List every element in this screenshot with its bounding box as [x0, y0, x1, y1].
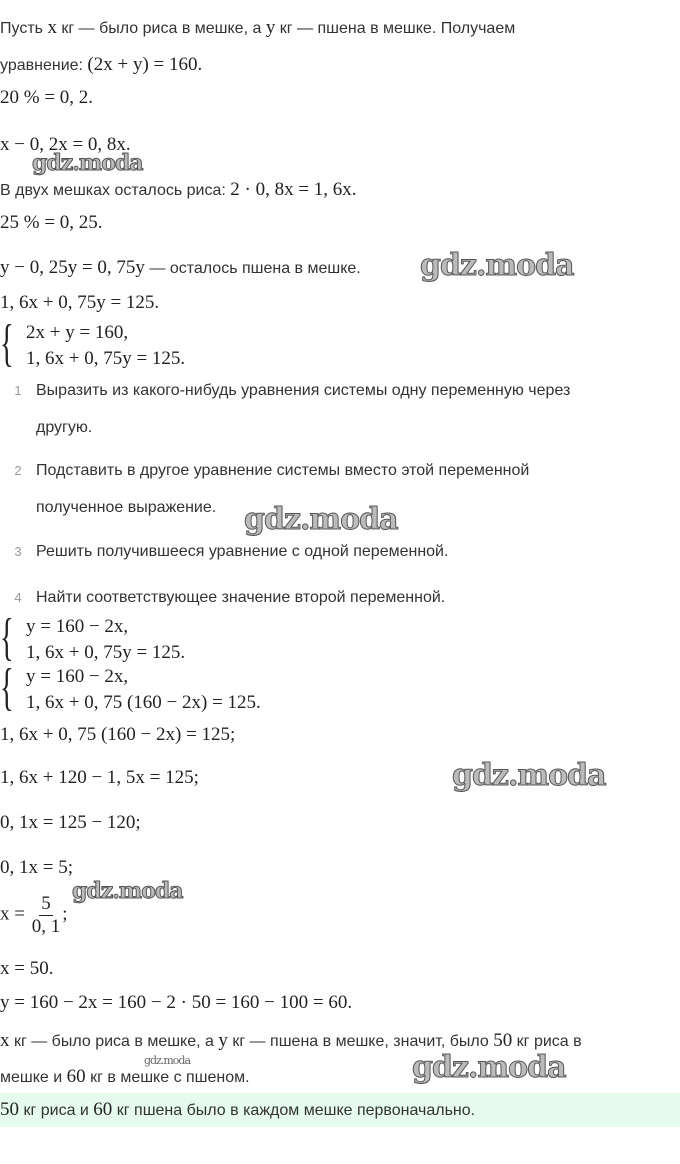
solution-line	[0, 767, 199, 790]
math-expression: (2x + y) = 160.	[87, 54, 203, 75]
math-expression: x =	[0, 903, 30, 925]
math-expression: y − 0, 25y = 0, 75y	[0, 257, 145, 278]
fraction	[32, 893, 61, 938]
solution-line	[0, 54, 202, 77]
math-expression: 1, 6x + 0, 75 (160 − 2x) = 125;	[0, 724, 236, 745]
solution-line	[0, 212, 103, 235]
algorithm-step	[0, 541, 448, 563]
solution-line	[0, 724, 235, 747]
text: кг — пшена в мешке, значит, было	[227, 1033, 494, 1050]
system-equation: 1, 6x + 0, 75y = 125.	[26, 348, 186, 369]
system-equation: 1, 6x + 0, 75 (160 − 2x) = 125.	[26, 692, 261, 713]
math-expression: 60	[93, 1099, 113, 1120]
system-equation: 1, 6x + 0, 75y = 125.	[26, 642, 186, 663]
solution-line	[0, 87, 93, 110]
algorithm-step	[0, 380, 570, 402]
watermark-logo: gdz.moda	[244, 502, 398, 537]
text: кг — было риса в мешке, а	[56, 20, 266, 37]
step-text: Подставить в другое уравнение системы вместо этой переменной	[36, 462, 530, 479]
fraction-line	[0, 893, 68, 938]
step-text: Решить получившееся уравнение с одной переменной.	[36, 543, 449, 560]
watermark-logo: gdz.moda	[452, 758, 606, 793]
step-number: 4	[14, 590, 22, 605]
step-number: 3	[14, 544, 22, 559]
text: В двух мешках осталось риса:	[0, 182, 231, 199]
solution-line	[0, 292, 159, 315]
text: кг в мешке с пшеном.	[85, 1069, 250, 1086]
math-expression: x	[0, 1030, 10, 1051]
math-expression: x	[47, 17, 57, 38]
text: мешке и	[0, 1069, 67, 1086]
step-number: 1	[14, 383, 22, 398]
math-expression: x = 50.	[0, 958, 54, 979]
math-expression: y = 160 − 2x = 160 − 2 · 50 = 160 − 100 = 60.	[0, 992, 353, 1013]
solution-line	[0, 17, 515, 40]
math-expression: 50	[0, 1099, 19, 1120]
math-expression: 60	[66, 1066, 86, 1087]
answer-box	[0, 1093, 680, 1127]
text: кг — было риса в мешке, а	[9, 1033, 219, 1050]
equation-system	[0, 609, 186, 666]
watermark-logo: gdz.moda	[412, 1050, 566, 1085]
text: Пусть	[0, 20, 48, 37]
step-number: 2	[14, 463, 22, 478]
watermark-logo: gdz.moda	[32, 150, 143, 176]
watermark-logo: gdz.moda	[420, 248, 574, 283]
math-expression: y	[218, 1030, 228, 1051]
solution-line	[0, 179, 357, 202]
text: кг — пшена в мешке. Получаем	[275, 20, 516, 37]
system-rows	[26, 614, 185, 666]
step-text: Найти соответствующее значение второй переменной.	[36, 589, 446, 606]
solution-line	[0, 1066, 250, 1089]
system-rows	[26, 320, 185, 372]
math-expression: 20 % = 0, 2.	[0, 87, 94, 108]
watermark-logo: gdz.moda	[144, 1054, 191, 1067]
brace-icon: {	[0, 659, 14, 716]
answer-text	[0, 1099, 475, 1122]
text: уравнение:	[0, 57, 88, 74]
equation-system	[0, 315, 186, 372]
math-expression: 0, 1x = 125 − 120;	[0, 812, 141, 833]
equation-system	[0, 659, 261, 716]
math-expression: 1, 6x + 0, 75y = 125.	[0, 292, 160, 313]
system-equation: 2x + y = 160,	[26, 322, 129, 343]
algorithm-step	[0, 460, 529, 482]
solution-line	[0, 812, 141, 835]
math-expression: 25 % = 0, 25.	[0, 212, 103, 233]
text: кг риса и	[19, 1102, 94, 1119]
step-text-continued: полученное выражение.	[36, 499, 217, 516]
solution-line	[0, 992, 352, 1015]
solution-line	[0, 257, 361, 280]
denominator: 0, 1	[31, 916, 61, 937]
brace-icon: {	[0, 315, 14, 372]
math-expression: y	[265, 17, 276, 38]
system-equation: y = 160 − 2x,	[26, 666, 129, 687]
numerator: 5	[41, 893, 51, 914]
brace-icon: {	[0, 609, 14, 666]
math-expression: 2 · 0, 8x = 1, 6x.	[230, 179, 357, 200]
text: кг риса в	[512, 1033, 582, 1050]
math-expression: 50	[493, 1030, 513, 1051]
math-expression: ;	[62, 903, 68, 925]
math-expression: 0, 1x = 5;	[0, 857, 73, 878]
solution-line	[0, 958, 53, 981]
system-rows	[26, 664, 261, 716]
solution-line	[0, 857, 73, 880]
algorithm-step	[0, 587, 445, 609]
text: кг пшена было в каждом мешке первоначально.	[112, 1102, 476, 1119]
system-equation: y = 160 − 2x,	[26, 616, 129, 637]
math-expression: 1, 6x + 120 − 1, 5x = 125;	[0, 767, 199, 788]
step-text: Выразить из какого-нибудь уравнения системы одну переменную через	[36, 382, 571, 399]
step-text-continued: другую.	[36, 419, 93, 436]
math-expression: x − 0, 2x = 0, 8x.	[0, 134, 131, 155]
watermark-logo: gdz.moda	[72, 878, 183, 904]
text: — осталось пшена в мешке.	[144, 260, 361, 277]
